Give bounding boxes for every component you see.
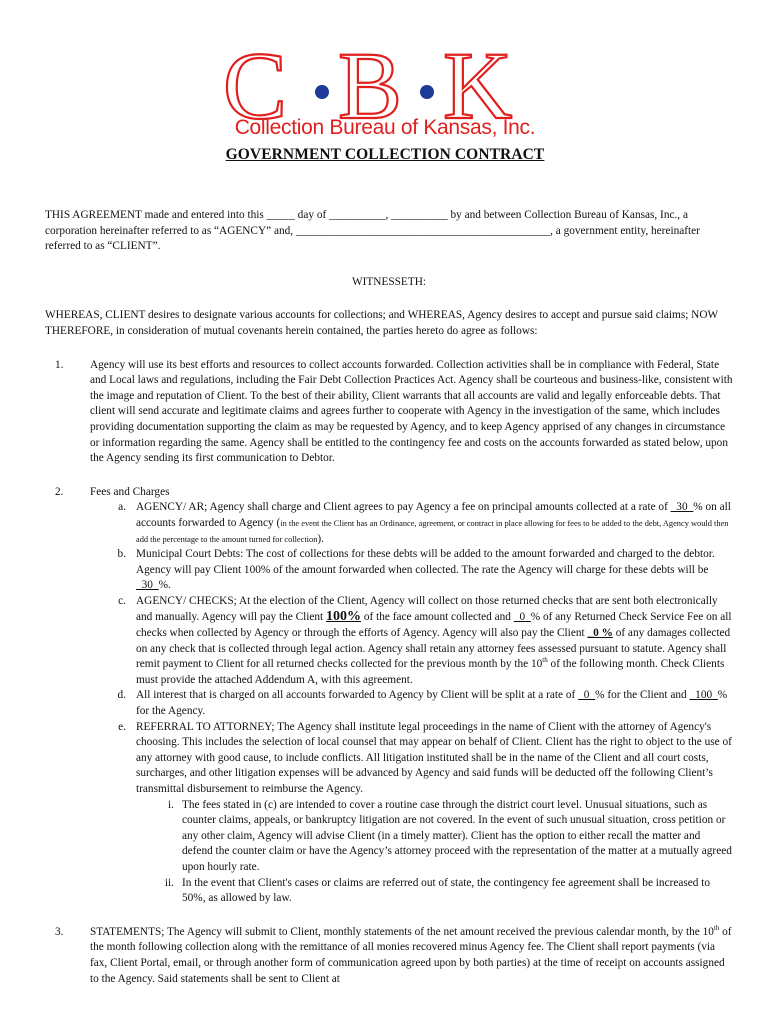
logo-dot-2 (420, 85, 434, 99)
clause-2c-sup: th (542, 656, 548, 665)
clause-2b-text (136, 547, 733, 594)
clause-2d-client-rate: _0_ (578, 689, 596, 702)
intro-line-2: corporation hereinafter referred to as “AGENCY” and, _____________________________________________, a government entity, hereinafter (45, 224, 700, 237)
clause-2c-fee: _0_ (513, 611, 531, 624)
clause-2c-part2: of the face amount collected and (361, 611, 514, 624)
clause-2d-part2: % for the Client and (595, 689, 690, 702)
clause-2a-note: in the event the Client has an Ordinance, agreement, or contract in place allowing for fees to be added to the debt, Agency would then add the percentage to the amount turned for collection (136, 518, 729, 544)
clause-2-body (90, 485, 733, 907)
clause-2b-part1: Municipal Court Debts: The cost of collections for these debts will be added to the amount forwarded and charged to the debtor. Agency will pay Client 100% of the amount forwarded when collected. The rate the Agency will charge for these debts will be (136, 548, 715, 576)
clause-2d (90, 688, 733, 719)
clause-2d-agency-rate: _100_ (689, 689, 718, 702)
clause-3-part2: of the month following collection along with the remittance of all monies recovered minus Agency fee. The Client shall report payments (via fax, Client Portal, email, or through another form of communication agreed upon by both parties) at the time of receipt on accounts assigned to the Agency. Said statements shall be sent to Client at (90, 925, 732, 985)
clause-2e-text: REFERRAL TO ATTORNEY; The Agency shall institute legal proceedings in the name of Client with the attorney of Agency's choosing. This includes the selection of local counsel that may appear on behalf of Client. Client has the right to object to the use of any attorney with good cause, to include conflicts. All litigation instituted shall be in the name of the Client and all court costs, surcharges, and other litigation expenses will be advanced by Agency and said funds will be deducted off the following Client’s transmittal disbursement to reimburse the Agency. (136, 720, 732, 795)
clause-2e-letter: e. (118, 720, 126, 733)
clause-1-number: 1. (55, 358, 64, 371)
clause-2e-i-number: i. (168, 798, 174, 811)
document-title: GOVERNMENT COLLECTION CONTRACT (225, 146, 545, 163)
clause-1-text: Agency will use its best efforts and resources to collect accounts forwarded. Collection activities shall be in compliance with Federal, State and Local laws and regulations, including the Fair Debt Collection Practices Act. Agency shall be courteous and business-like, consistent with the image and reputation of Client. To the best of their ability, Client warrants that all accounts are valid and legally enforceable debts. That client will send accurate and legitimate claims and agrees further to cooperate with Agency in the investigation of the same, which includes providing documentation supporting the claim as may be requested by Agency, and to keep Agency apprised of any changes in circumstance or information regarding the same. Agency shall be entitled to the contingency fee and costs on the accounts forwarded as stated below, upon the Agency sending its first communication to Debtor. (90, 358, 733, 465)
clause-2b-rate: _30_ (136, 579, 159, 592)
witnesseth-heading: WITNESSETH: (351, 275, 427, 288)
clause-2a-text (136, 500, 733, 547)
clause-2c (90, 594, 733, 689)
whereas-paragraph: WHEREAS, CLIENT desires to designate various accounts for collections; and WHEREAS, Agency desires to accept and pursue said claims; NOW THEREFORE, in consideration of mutual covenants herein contained, the parties hereto do agree as follows: (45, 309, 718, 337)
clause-3-part1: STATEMENTS; The Agency will submit to Client, monthly statements of the net amount received the previous calendar month, by the 10 (90, 925, 714, 938)
clause-2 (45, 485, 733, 907)
clause-2b (90, 547, 733, 594)
document-body (45, 208, 733, 987)
logo-dot-1 (315, 85, 329, 99)
clause-2e-ii (136, 876, 733, 907)
clause-2e-i (136, 798, 733, 876)
clause-2c-text (136, 594, 733, 689)
clause-2e (90, 720, 733, 798)
clause-2e-ii-number: ii. (164, 876, 174, 889)
clause-2d-part3: % for the Agency. (136, 689, 728, 718)
clause-2c-part1: AGENCY/ CHECKS; At the election of the Client, Agency will collect on those returned checks that are sent both electronically and manually. Agency will pay the Client (136, 594, 718, 624)
logo-letter-b: B (338, 40, 403, 139)
clause-2c-part3: % of any Returned Check Service Fee on all checks when collected by Agency or through the efforts of Agency. Agency will also pay the Client (136, 611, 732, 640)
clause-2-number: 2. (55, 485, 64, 498)
clause-2e-i-text: The fees stated in (c) are intended to cover a routine case through the district court level. Unusual situations, such as counter claims, appeals, or bankruptcy litigation are not covered. In the event of such unusual situation, cross petition or any other claim, Agency will advise Client (in a timely matter). Client has the option to either recall the matter and defend the counter claim or have the Agency’s attorney proceed with the representation of the matter at a mutually agreed upon hourly rate. (182, 798, 732, 873)
clause-2c-part4: of any damages collected on any check that is collected through legal action. Agency shall retain any attorney fees assessed pursuant to statute. Agency shall remit payment to Client for all returned checks collected for the previous month by the 10 (136, 627, 731, 671)
clause-2a-part1: AGENCY/ AR; Agency shall charge and Client agrees to pay Agency a fee on principal amounts collected at a rate of (136, 501, 671, 514)
logo-company-name: Collection Bureau of Kansas, Inc. (234, 116, 536, 139)
clause-2a-part2: % on all accounts forwarded to Agency ( (136, 501, 731, 529)
clause-2b-part2: %. (158, 579, 171, 592)
clause-3-sup: th (713, 923, 720, 932)
clause-3-number: 3. (55, 925, 64, 938)
clause-2d-text (136, 688, 733, 719)
clause-2a-rate: _30_ (670, 501, 694, 514)
intro-line-3: referred to as “CLIENT”. (45, 240, 161, 253)
logo-letter-c: C (223, 40, 288, 139)
logo-letter-k: K (443, 40, 513, 139)
intro-line-1: THIS AGREEMENT made and entered into this _____ day of __________, __________ by and between Collection Bureau of Kansas, Inc., a (45, 209, 688, 221)
clause-1 (45, 358, 733, 467)
clause-2d-letter: d. (117, 689, 126, 702)
clause-2c-damages: _0 % (587, 627, 613, 640)
clause-2c-letter: c. (118, 594, 126, 607)
clause-2c-part5: of the following month. Check Clients must provide the attached Addendum A, with this agreement. (136, 658, 725, 686)
clause-3-text (90, 925, 733, 987)
clause-2a-letter: a. (118, 501, 126, 514)
clause-2e-ii-text: In the event that Client's cases or claims are referred out of state, the contingency fee agreement shall be increased to 50%, as allowed by law. (182, 876, 711, 905)
clause-2a (90, 500, 733, 547)
clause-2a-part3: ). (317, 532, 324, 545)
clause-2b-letter: b. (117, 548, 126, 561)
clause-2-heading: Fees and Charges (90, 485, 170, 498)
clause-2d-part1: All interest that is charged on all accounts forwarded to Agency by Client will be split at a rate of (136, 689, 579, 702)
clause-3 (45, 925, 733, 987)
clause-2c-percent: 100% (326, 609, 362, 625)
